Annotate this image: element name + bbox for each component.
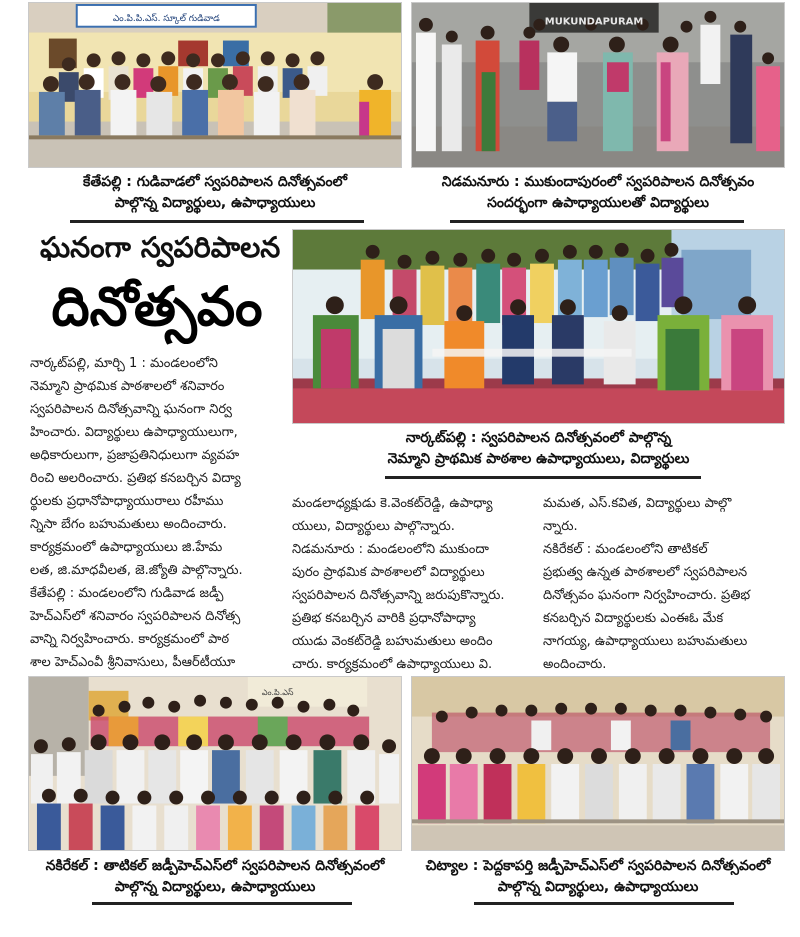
photo-banner-text: MUKUNDAPURAM	[544, 16, 644, 28]
caption-narketpalli	[292, 428, 785, 470]
article-line: కార్యక్రమంలో ఉపాధ్యాయులు జి.హేమ	[30, 540, 223, 555]
article-column-1	[30, 352, 288, 674]
headline-line-2: దినోత్సవం	[51, 275, 263, 338]
photo-ketepalli-group	[28, 2, 402, 168]
photo-banner-text: ఎం.పి.పి.ఎస్. స్కూల్ గుడివాడ	[112, 13, 220, 24]
article-line: శాల హెచ్‌ఎంవీ శ్రీనివాసులు, పీఆర్‌టీయూ	[30, 655, 236, 670]
article-line: న్నిసా బేగం బహుమతులు అందించారు.	[30, 517, 227, 532]
caption-line: పాల్గొన్న విద్యార్థులు, ఉపాధ్యాయులు	[114, 879, 316, 895]
article-line: దినోత్సవం ఘనంగా నిర్వహించారు. ప్రతిభ	[543, 588, 751, 603]
caption-chityala	[411, 856, 785, 898]
article-line: కేతేపల్లి : మండలంలోని గుడివాడ జడ్పీ	[30, 586, 224, 601]
article-line: నాగయ్య, ఉపాధ్యాయులు బహుమతులు	[543, 634, 748, 649]
article-line: రించి అలరించారు. ప్రతిభ కనబర్చిన విద్యా	[30, 471, 241, 486]
article-line: మమత, ఎస్.కవిత, విద్యార్థులు పాల్గొ	[543, 496, 732, 511]
photo-peddakaparthi-school-group	[411, 676, 785, 851]
article-column-2	[292, 492, 540, 676]
caption-rule	[92, 902, 352, 905]
article-line: హించారు. విద్యార్థులు ఉపాధ్యాయులుగా,	[30, 425, 238, 440]
caption-line: నిడమనూరు : ముకుందాపురంలో స్వపరిపాలన దినోత్సవం	[441, 174, 755, 190]
caption-rule	[70, 220, 364, 223]
caption-line: సందర్భంగా ఉపాధ్యాయులతో విద్యార్థులు	[487, 195, 709, 211]
article-line: నార్కట్‌పల్లి, మార్చి 1 : మండలంలోని	[30, 356, 218, 371]
article-line: స్వపరిపాలన దినోత్సవాన్ని జరుపుకొన్నారు.	[292, 588, 505, 603]
article-line: వాన్ని నిర్వహించారు. కార్యక్రమంలో పాఠ	[30, 632, 230, 647]
caption-ketepalli	[28, 172, 402, 214]
photo-mukundapuram-group	[411, 2, 785, 168]
caption-line: పాల్గొన్న విద్యార్థులు, ఉపాధ్యాయులు	[497, 879, 699, 895]
article-line: ప్రతిభ కనబర్చిన వారికి ప్రధానోపాధ్యా	[292, 611, 476, 626]
article-line: స్వపరిపాలన దినోత్సవాన్ని ఘనంగా నిర్వ	[30, 402, 233, 417]
caption-rule	[385, 476, 701, 479]
caption-line: నార్కట్‌పల్లి : స్వపరిపాలన దినోత్సవంలో పాల్గొన్న	[405, 430, 672, 446]
caption-rule	[474, 902, 734, 905]
article-line: అధికారులుగా, ప్రజాప్రతినిధులుగా వ్యవహ	[30, 448, 240, 463]
article-line: నకిరేకల్ : మండలంలోని తాటికల్	[543, 542, 708, 557]
article-line: నెమ్మాని ప్రాథమిక పాఠశాలలో శనివారం	[30, 379, 225, 394]
article-line: లత, జి.మాధవీలత, జె.జ్యోతి పాల్గొన్నారు.	[30, 563, 243, 578]
photo-banner-text: ఎం.పి.ఎస్	[261, 687, 294, 697]
headline-line-1: ఘనంగా స్వపరిపాలన	[40, 231, 281, 264]
article-line: న్నారు.	[543, 519, 578, 534]
article-line: ప్రభుత్వ ఉన్నత పాఠశాలలో స్వపరిపాలన	[543, 565, 748, 580]
caption-line: పాల్గొన్న విద్యార్థులు, ఉపాధ్యాయులు	[114, 195, 316, 211]
article-column-3	[543, 492, 788, 676]
caption-nidamanuru	[411, 172, 785, 214]
article-line: కనబర్చిన విద్యార్థులకు ఎంఈఓ మేక	[543, 611, 724, 626]
caption-rule	[450, 220, 744, 223]
article-line: యుడు వెంకట్‌రెడ్డి బహుమతులు అందిం	[292, 634, 493, 649]
caption-line: నెమ్మాని ప్రాథమిక పాఠశాల ఉపాధ్యాయులు, విద్యార్థులు	[387, 451, 690, 467]
caption-line: కేతేపల్లి : గుడివాడలో స్వపరిపాలన దినోత్సవంలో	[83, 174, 347, 190]
article-line: హెచ్‌ఎస్‌లో శనివారం స్వపరిపాలన దినోత్స	[30, 609, 241, 624]
article-line: పురం ప్రాథమిక పాఠశాలలో విద్యార్థులు	[292, 565, 485, 580]
article-line: మండలాధ్యక్షుడు కె.వెంకట్‌రెడ్డి, ఉపాధ్యా	[292, 496, 493, 511]
article-line: చారు. కార్యక్రమంలో ఉపాధ్యాయులు వి.	[292, 657, 493, 672]
caption-nakrekal	[28, 856, 402, 898]
article-line: యులు, విద్యార్థులు పాల్గొన్నారు.	[292, 519, 455, 534]
caption-line: నకిరేకల్ : తాటికల్ జడ్పీహెచ్‌ఎస్‌లో స్వపరిపాలన దినోత్సవంలో	[45, 858, 385, 874]
article-line: అందించారు.	[543, 657, 607, 672]
photo-nemmani-school-group	[292, 229, 785, 424]
caption-line: చిట్యాల : పెద్దకాపర్తి జడ్పీహెచ్‌ఎస్‌లో స్వపరిపాలన దినోత్సవంలో	[425, 858, 771, 874]
article-line: ర్థులకు ప్రధానోపాధ్యాయురాలు రహీము	[30, 494, 224, 509]
photo-tatikal-school-group	[28, 676, 402, 851]
article-line: నిడమనూరు : మండలంలోని ముకుందా	[292, 542, 489, 557]
